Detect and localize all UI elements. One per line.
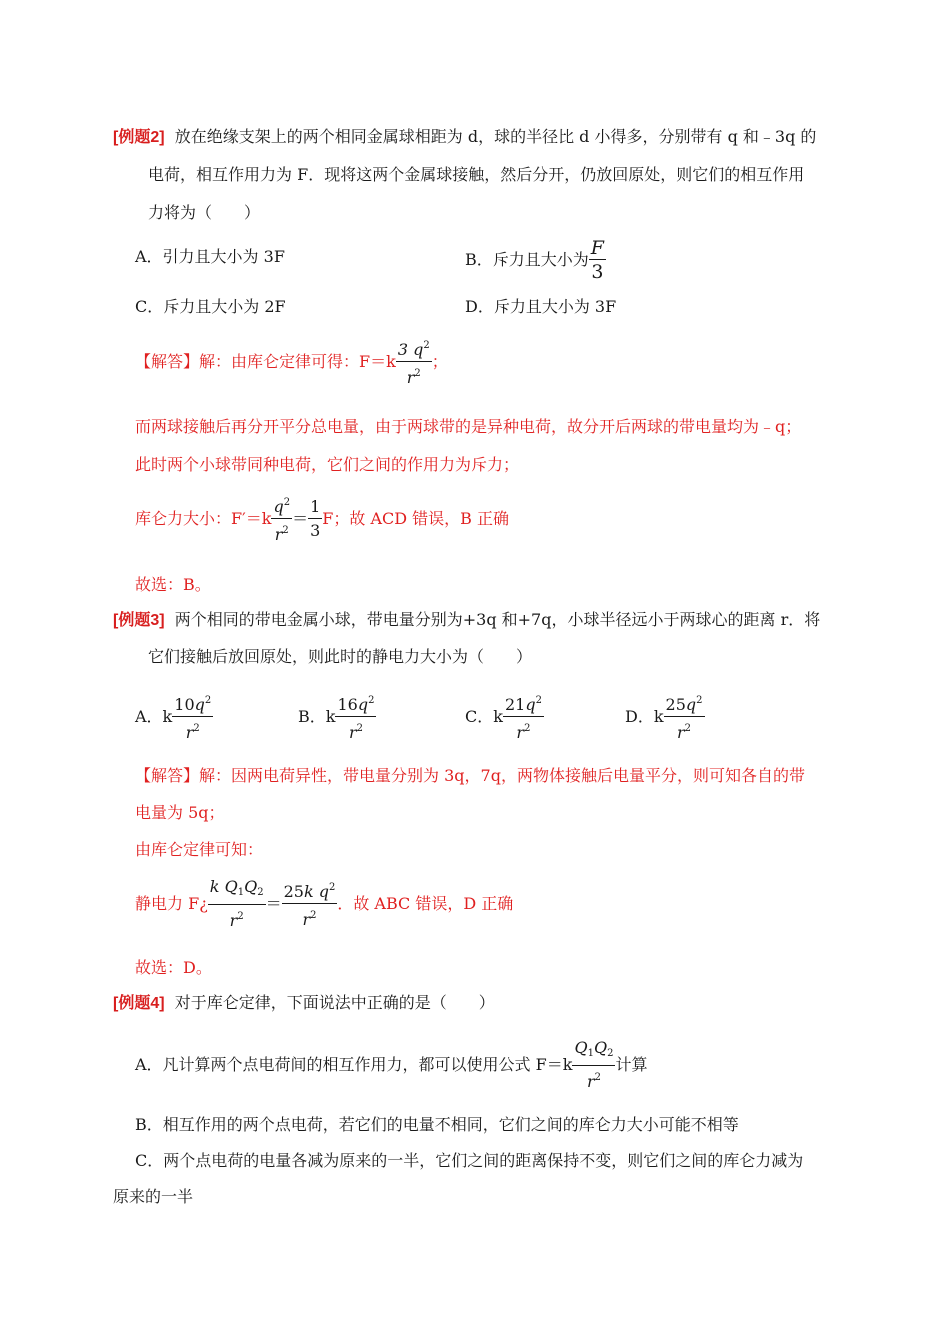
fraction-denominator: $r^2$	[229, 911, 244, 930]
fraction-denominator: $r^2$	[516, 723, 531, 742]
example-2-option-d: D．斥力且大小为 3F	[465, 297, 617, 316]
fraction-coefficient: 16	[337, 695, 358, 714]
fraction-coefficient: 21	[504, 695, 526, 714]
example-3-answer-line2: 电量为 5q；	[135, 803, 225, 822]
example-4-option-a-text: A．凡计算两个点电荷间的相互作用力，都可以使用公式 F＝k	[135, 1055, 573, 1074]
example-4-option-c-line2: 原来的一半	[113, 1187, 194, 1206]
fraction-coefficient: 10	[174, 695, 195, 714]
example-3-option-b-text: B．k	[298, 707, 336, 726]
fraction-numerator: F	[590, 237, 604, 259]
example-3-option-d-text: D．k	[625, 707, 664, 726]
fraction-numerator: $21q^2$	[503, 690, 544, 717]
example-2-answer-text4-end: F；故 ACD 错误，B 正确	[322, 509, 510, 528]
fraction-denominator: $r^2$	[406, 368, 421, 387]
example-2-answer-text1-end: ；	[431, 352, 448, 371]
example-3-option-b	[298, 690, 376, 745]
fraction-numerator: 3 $q^2$	[396, 335, 432, 362]
example-3-answer-fraction2	[282, 877, 338, 932]
fraction-coefficient: 25	[665, 695, 686, 714]
fraction-denominator: $r^2$	[348, 723, 363, 742]
example-2-answer-fraction2	[271, 492, 292, 547]
example-4-tag: [例题4]	[113, 995, 165, 1012]
fraction-numerator: $25q^2$	[664, 690, 705, 717]
example-2-option-b	[465, 237, 606, 284]
example-3-option-c	[465, 690, 544, 745]
example-2-stem-line3: 力将为（ ）	[148, 203, 261, 222]
example-3-answer-text4: 静电力 F	[135, 894, 200, 913]
fraction-numerator: $16q^2$	[335, 690, 376, 717]
example-2-option-b-fraction	[589, 237, 606, 284]
example-4-option-b: B．相互作用的两个点电荷，若它们的电量不相同，它们之间的库仑力大小可能不相等	[135, 1115, 739, 1134]
example-3-option-c-fraction	[503, 690, 544, 745]
fraction-denominator: $r^2$	[185, 723, 200, 742]
example-3-stem-line1	[113, 610, 820, 631]
example-3-option-a-text: A．k	[135, 707, 173, 726]
example-3-answer-text4-end: ．故 ABC 错误，D 正确	[337, 894, 514, 913]
example-3-option-a-fraction	[172, 690, 213, 745]
example-2-tag: [例题2]	[113, 129, 165, 146]
example-4-option-c-line1: C．两个点电荷的电量各减为原来的一半，它们之间的距离保持不变，则它们之间的库仑力减为	[135, 1151, 804, 1170]
example-2-stem-text1: 放在绝缘支架上的两个相同金属球相距为 d，球的半径比 d 小得多，分别带有 q 和﹣3q 的	[174, 127, 817, 146]
example-3-option-c-text: C．k	[465, 707, 503, 726]
fraction-numerator: 1	[308, 496, 322, 519]
example-3-option-a	[135, 690, 213, 745]
example-2-stem-line1	[113, 127, 816, 148]
fraction-denominator: 3	[591, 261, 604, 283]
example-2-option-a: A．引力且大小为 3F	[135, 247, 285, 266]
fraction-denominator: $r^2$	[302, 910, 317, 929]
fraction-numerator: $Q_1Q_2$	[572, 1037, 615, 1066]
example-4-option-a	[135, 1037, 647, 1094]
example-4-option-a-fraction	[572, 1037, 615, 1094]
example-3-option-d-fraction	[664, 690, 705, 745]
example-3-answer-tag: 【解答】	[135, 766, 200, 785]
example-2-final-answer: 故选：B。	[135, 575, 211, 594]
example-3-answer-text1: 解：因两电荷异性，带电量分别为 3q，7q，两物体接触后电量平分，则可知各自的带	[199, 766, 805, 785]
example-2-option-c: C．斥力且大小为 2F	[135, 297, 286, 316]
example-2-answer-text1: 解：由库仑定律可得：F＝k	[199, 352, 396, 371]
example-2-answer-fraction3	[308, 496, 322, 543]
example-3-final-answer: 故选：D。	[135, 958, 212, 977]
fraction-numerator-text: 3 q	[397, 340, 424, 359]
example-3-tag: [例题3]	[113, 612, 165, 629]
example-2-answer-line4: 库仑力大小：F′＝k $\frac{q^2}{r^2}$ ＝ $\frac{1}{3}$ F；故 ACD 错误，B 正确	[135, 492, 509, 547]
fraction-denominator: $r^2$	[274, 525, 289, 544]
example-3-answer-fraction1	[208, 876, 266, 933]
example-3-answer-line4: 静电力 F¿ $\frac{k Q_1Q_2}{r^2}$ ＝ $\frac{25k q^2}{r^2}$ ．故 ABC 错误，D 正确	[135, 876, 513, 933]
example-3-option-b-fraction	[335, 690, 376, 745]
fraction-denominator: $r^2$	[586, 1072, 601, 1091]
example-3-option-d	[625, 690, 705, 745]
fraction-numerator: $q^2$	[271, 492, 292, 519]
fraction-numerator: k $Q_1Q_2$	[208, 876, 266, 905]
fraction-denominator: 3	[310, 521, 321, 540]
fraction-numerator: $10q^2$	[172, 690, 213, 717]
example-2-answer-text4: 库仑力大小：F′＝k	[135, 509, 272, 528]
example-3-answer-line1	[135, 766, 805, 786]
fraction-denominator: $r^2$	[677, 723, 692, 742]
example-2-answer-tag: 【解答】	[135, 352, 200, 371]
example-2-answer-line3: 此时两个小球带同种电荷，它们之间的作用力为斥力；	[135, 455, 520, 474]
fraction-numerator: 25k $q^2$	[282, 877, 338, 904]
fraction-coefficient: 25	[283, 882, 304, 901]
example-4-option-a-text-end: 计算	[615, 1055, 648, 1074]
example-2-answer-fraction	[396, 335, 432, 390]
example-2-answer-line2: 而两球接触后再分开平分总电量，由于两球带的是异种电荷，故分开后两球的带电量均为﹣q；	[135, 417, 802, 436]
example-2-option-b-text: B．斥力且大小为	[465, 250, 589, 269]
example-3-stem-line2: 它们接触后放回原处，则此时的静电力大小为（ ）	[148, 647, 533, 666]
example-3-answer-glyph: ¿	[199, 894, 208, 913]
example-4-stem	[113, 993, 495, 1014]
example-2-stem-line2: 电荷，相互作用力为 F．现将这两个金属球接触，然后分开，仍放回原处，则它们的相互作用	[148, 165, 805, 184]
example-3-stem-text1: 两个相同的带电金属小球，带电量分别为+3q 和+7q，小球半径远小于两球心的距离 r．将	[174, 610, 821, 629]
example-3-answer-line3: 由库仑定律可知：	[135, 840, 264, 859]
example-4-stem-text: 对于库仑定律，下面说法中正确的是（ ）	[174, 993, 495, 1012]
example-2-answer-line1	[135, 335, 448, 390]
